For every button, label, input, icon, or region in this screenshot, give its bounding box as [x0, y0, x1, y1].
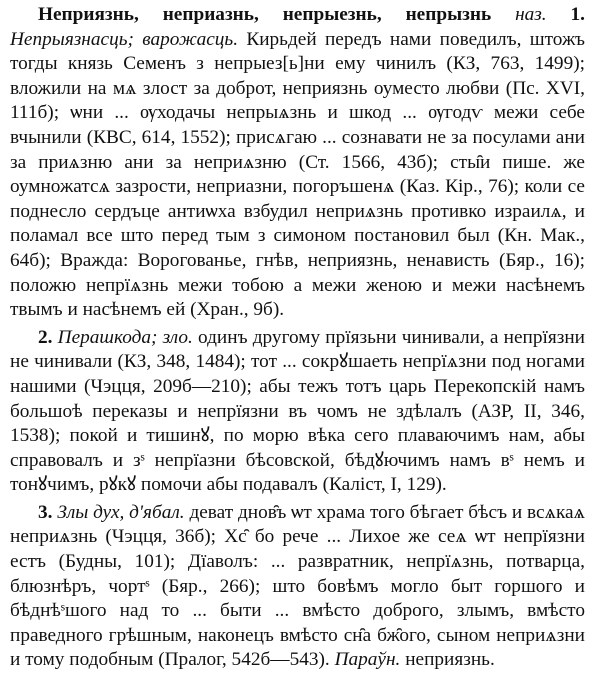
sense-number: 2. [38, 326, 53, 348]
sense-quotations: деват днов̑ъ ѡт храма того бѣгает бѣсъ и всѧкаѧ неприѧзнь (Чэцця, 36б); Хс̑ бо рече ... Лихое же сеѧ ѡт непрїязни естъ (Будны, 101); Дїаволъ: ... развратник, непрїѧзнь, потварца, блюзнѣръ, чортˢ (Бяр., 266); што бовѣмъ могло быт горшого и бѣднѣˢшого над то ... быти ... вмѣсто доброго, злымъ, вмѣсто праведного грѣшным, наконецъ вмѣсто сн̑а бж̑ого, сыном неприѧзни и тому подобным (Пралог, 542б—543). [10, 501, 585, 671]
sense-2 [10, 326, 585, 498]
sense-gloss: Перашкода; зло. [57, 326, 193, 348]
entry-headword: Неприязнь, неприазнь, непрыезнь, непрызнь [38, 4, 492, 25]
compare-label: Параўн. [334, 649, 401, 671]
part-of-speech: наз. [515, 4, 547, 25]
sense-quotations: одинъ другому прїязьни чинивали, а непрїязни не чинивали (КЗ, 348, 1484); тот ... сокрꙋшаеть непрїѧзни под ногами нашими (Чэцця, 209б—210); абы тежъ тотъ царь Перекопскій намъ большоѣ переказы и непрїязни въ чомъ не здѣлалъ (АЗР, II, 346, 1538); покой и тишинꙋ, по морю вѣка сего плаваючимъ нам, абы справовалъ и зˢ непрїазни бѣсовской, бѣдꙋючимъ намъ вˢ немъ и тонꙋчимъ, рꙋкꙋ помочи абы подавалъ (Каліст, I, 129). [10, 326, 585, 496]
sense-3 [10, 501, 585, 673]
sense-gloss: Непрыязнасць; варожасць. [10, 28, 239, 50]
sense-number: 1. [570, 4, 585, 25]
sense-gloss: Злы дух, д'ябал. [57, 501, 185, 523]
sense-number: 3. [38, 501, 53, 523]
compare-word: неприязнь. [405, 649, 495, 671]
dictionary-entry [10, 3, 585, 673]
sense-quotations: Кирьдей передъ нами поведилъ, штожъ тогды князь Семенъ з непрыез[ь]ни ему чинилъ (КЗ, 763, 1499); вложили на мѧ злост за доброт, неприязнь оуместо любви (Пс. XVI, 111б); ѡни ... ѹходачы непрыѧзнь и шкод ... ѹгодѵ межи себе вчынили (КВС, 614, 1552); присѧгаю ... сознавати не за посулами ани за приѧзню ани за неприѧзню (Ст. 1566, 43б); сты̑и пише. же оумножатсѧ зазрости, неприазни, погоръшенѧ (Каз. Кір., 76); коли се поднесло сердъце антиѡха взбудил неприѧзнь противко израилѧ, и поламал все што перед тым з симоном постановил был (Кн. Мак., 64б); Вражда: Ворогованье, гнѣв, неприязнь, ненависть (Бяр., 16); положю непрїѧзнь межи тобою а межи женою и межи насѣнемъ твымъ и насѣнемъ ей (Хран., 9б). [10, 28, 585, 321]
sense-1 [10, 3, 585, 323]
